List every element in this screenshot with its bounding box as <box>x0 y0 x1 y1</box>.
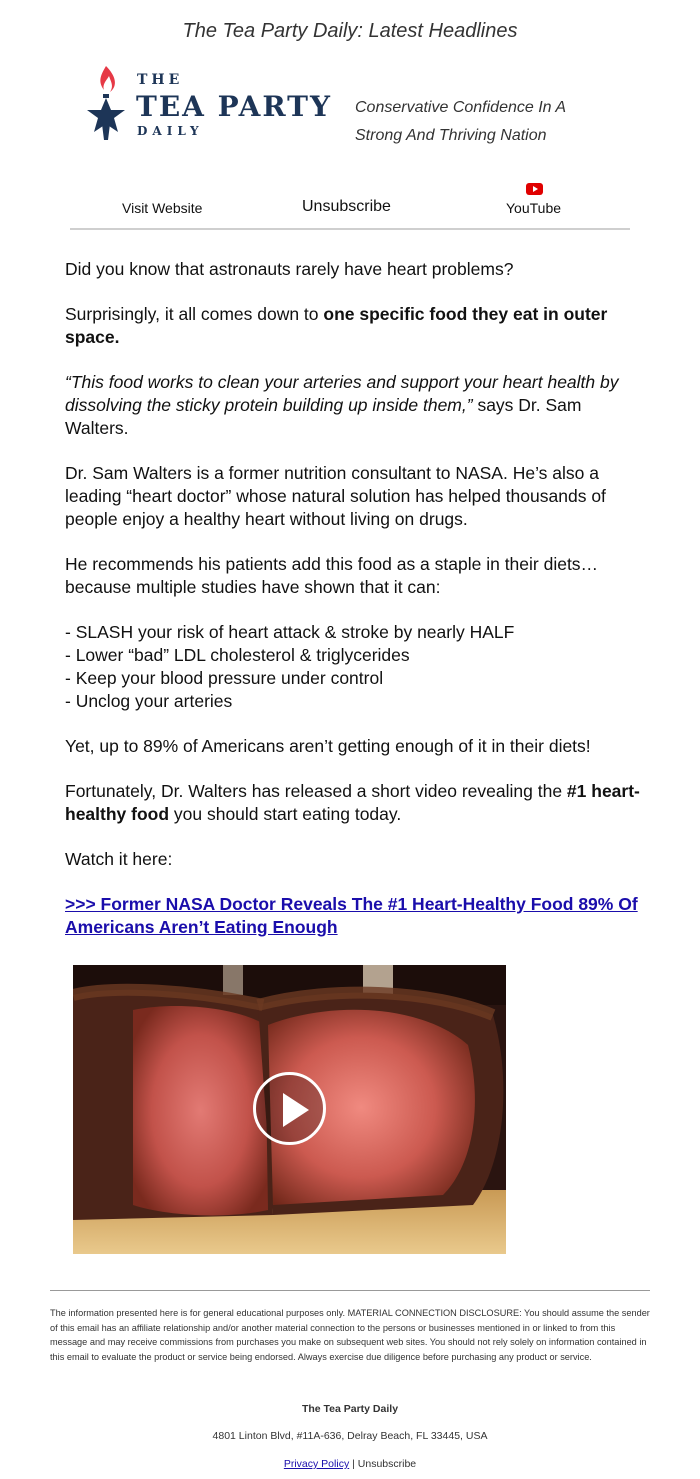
paragraph-statistic: Yet, up to 89% of Americans aren’t getting enough of it in their diets! <box>65 736 591 756</box>
footer-divider <box>50 1290 650 1291</box>
youtube-icon[interactable] <box>526 183 543 195</box>
logo-daily-text: DAILY <box>137 124 204 138</box>
video-cta-link[interactable]: >>> Former NASA Doctor Reveals The #1 Heart-Healthy Food 89% Of Americans Aren’t Eating Enough <box>65 894 638 937</box>
torch-star-icon <box>80 64 132 144</box>
quote-attribution: says Dr. Sam Walters. <box>65 395 582 438</box>
youtube-link[interactable]: YouTube <box>506 200 562 216</box>
footer-address: 4801 Linton Blvd, #11A-636, Delray Beach, FL 33445, USA <box>212 1430 488 1442</box>
footer-unsubscribe-link[interactable]: Unsubscribe <box>357 1458 417 1470</box>
tagline <box>355 94 615 150</box>
email-header-title: The Tea Party Daily: Latest Headlines <box>182 20 518 42</box>
logo-the-text: THE <box>137 72 184 88</box>
list-item: - SLASH your risk of heart attack & stroke by nearly HALF <box>65 622 515 642</box>
footer-company-name: The Tea Party Daily <box>301 1403 399 1415</box>
paragraph-surprising-bold: one specific food they eat in outer space. <box>65 304 608 347</box>
paragraph-doctor-bio: Dr. Sam Walters is a former nutrition consultant to NASA. He’s also a leading “heart doctor” whose natural solution has helped thousands of people enjoy a healthy heart without living on drugs. <box>65 463 606 529</box>
footer-links <box>0 1458 700 1470</box>
quote-text: “This food works to clean your arteries and support your heart health by dissolving the sticky protein building up inside them,” <box>65 372 619 415</box>
paragraph-recommends: He recommends his patients add this food as a staple in their diets… because multiple studies have shown that it can: <box>65 554 599 597</box>
paragraph-intro: Did you know that astronauts rarely have heart problems? <box>65 259 514 279</box>
tagline-line-2: Strong And Thriving Nation <box>355 127 547 144</box>
header-nav <box>70 180 630 230</box>
disclaimer-text: The information presented here is for general educational purposes only. MATERIAL CONNECTION DISCLOSURE: You should assume the sender of this email has an affiliate relationship and/or another material connection to the persons or businesses mentioned in or linked to from this message and may receive commissions from purchases you make on subsequent web sites. You should not rely solely on information contained in this email to evaluate the product or service being endorsed. Always exercise due diligence before purchasing any product or service. <box>50 1308 650 1362</box>
play-button[interactable] <box>253 1072 326 1145</box>
video-intro-text-end: you should start eating today. <box>169 804 402 824</box>
video-thumbnail[interactable] <box>73 965 506 1254</box>
list-item: - Lower “bad” LDL cholesterol & triglycerides <box>65 645 410 665</box>
list-item: - Keep your blood pressure under control <box>65 668 384 688</box>
footer-link-separator: | <box>349 1458 358 1470</box>
email-body <box>65 258 645 939</box>
video-intro-bold: #1 heart-healthy food <box>65 781 640 824</box>
video-intro-text: Fortunately, Dr. Walters has released a short video revealing the <box>65 781 567 801</box>
paragraph-surprising <box>65 303 645 349</box>
paragraph-watch: Watch it here: <box>65 849 173 869</box>
tea-party-daily-logo[interactable] <box>80 64 335 144</box>
benefits-list <box>65 621 645 713</box>
paragraph-surprising-text: Surprisingly, it all comes down to <box>65 304 324 324</box>
visit-website-link[interactable]: Visit Website <box>122 200 203 216</box>
privacy-policy-link[interactable]: Privacy Policy <box>283 1458 350 1470</box>
logo-main-text: TEA PARTY <box>136 90 332 123</box>
paragraph-video-intro <box>65 780 645 826</box>
tagline-line-1: Conservative Confidence In A <box>355 99 567 116</box>
list-item: - Unclog your arteries <box>65 691 233 711</box>
unsubscribe-link[interactable]: Unsubscribe <box>302 198 391 215</box>
paragraph-quote <box>65 371 645 440</box>
